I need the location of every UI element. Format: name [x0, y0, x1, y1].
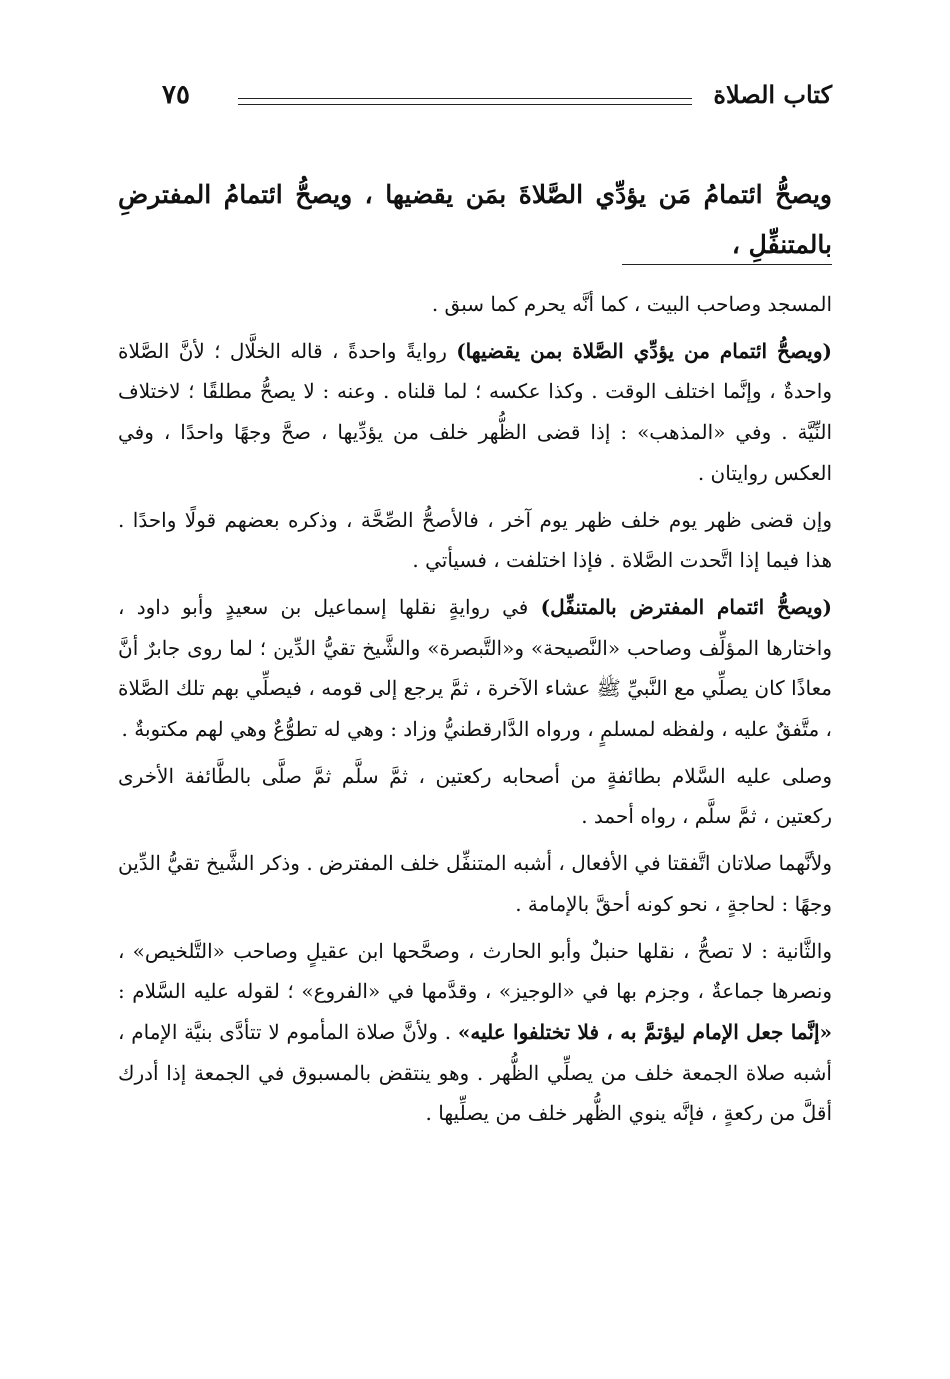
- commentary: [118, 284, 832, 1140]
- commentary-paragraph: [118, 500, 832, 581]
- header-rule: [238, 98, 692, 105]
- paragraph-text: والثَّانية : لا تصحُّ ، نقلها حنبلٌ وأبو الحارث ، وصحَّحها ابن عقيلٍ وصاحب «التَّلخيص» ، ونصرها جماعةٌ ، وجزم بها في «الوجيز» ، وقدَّمها في «الفروع» ؛ لقوله عليه السَّلام :: [118, 938, 832, 1004]
- paragraph-text: وصلى عليه السَّلام بطائفةٍ من أصحابه ركعتين ، ثمَّ سلَّم ثمَّ صلَّى بالطَّائفة الأخرى ركعتين ، ثمَّ سلَّم ، رواه أحمد .: [118, 763, 832, 829]
- paragraph-text: ولأنَّهما صلاتان اتَّفقتا في الأفعال ، أشبه المتنفِّل خلف المفترض . وذكر الشَّيخ تقيُّ الدِّين وجهًا : لحاجةٍ ، نحو كونه أحقَّ بالإمامة .: [118, 851, 832, 916]
- paragraph-text: روايةً واحدةً ، قاله الخلَّال ؛ لأنَّ الصَّلاة واحدةٌ ، وإنَّما اختلف الوقت . وكذا عكسه ؛ لما قلناه . وعنه : لا يصحُّ مطلقًا ؛ لاختلاف النِّيَّة . وفي «المذهب» : إذا قضى الظُّهر خلف من يؤدِّيها ، صحَّ وجهًا واحدًا ، وفي العكس روايتان .: [118, 338, 832, 485]
- page-number: ٧٥: [162, 80, 190, 110]
- paragraph-text: في روايةٍ نقلها إسماعيل بن سعيدٍ وأبو داود ، واختارها المؤلِّف وصاحب «النَّصيحة» و«التَّبصرة» والشَّيخ تقيُّ الدِّين ؛ لما روى جابرٌ أنَّ معاذًا كان يصلِّي مع النَّبيِّ ﷺ عشاء الآخرة ، ثمَّ يرجع إلى قومه ، فيصلِّي بهم تلك الصَّلاة ، متَّفقٌ عليه ، ولفظه لمسلمٍ ، ورواه الدَّارقطنيُّ وزاد : وهي له تطوُّعٌ وهي لهم مكتوبةٌ .: [118, 594, 832, 742]
- running-header: [118, 80, 832, 124]
- paragraph-text-tail: . ولأنَّ صلاة المأموم لا تتأدَّى بنيَّة الإمام ، أشبه صلاة الجمعة خلف من يصلِّي الظُّهر . وهو ينتقض بالمسبوق في الجمعة إذا أدرك أقلَّ من ركعةٍ ، فإنَّه ينوي الظُّهر خلف من يصلِّيها .: [118, 1019, 832, 1126]
- matn-text: ويصحُّ ائتمامُ مَن يؤدِّي الصَّلاةَ بمَن يقضيها ، ويصحُّ ائتمامُ المفترضِ بالمتنفِّلِ ،: [118, 180, 832, 259]
- paragraph-text: وإن قضى ظهر يوم خلف ظهر يوم آخر ، فالأصحُّ الصِّحَّة ، وذكره بعضهم قولًا واحدًا . هذا فيما إذا اتَّحدت الصَّلاة . فإذا اختلفت ، فسيأتي .: [118, 507, 832, 573]
- matn-quote: (ويصحُّ ائتمام من يؤدِّي الصَّلاة بمن يقضيها): [456, 338, 832, 363]
- commentary-paragraph: [118, 331, 832, 494]
- book-title: كتاب الصلاة: [713, 80, 832, 109]
- commentary-paragraph: [118, 843, 832, 924]
- commentary-paragraph: [118, 756, 832, 837]
- matn-separator: [622, 264, 832, 265]
- commentary-paragraph: [118, 931, 832, 1135]
- commentary-paragraph: [118, 284, 832, 325]
- hadith-quote: «إنَّما جعل الإمام ليؤتمَّ به ، فلا تختلفوا عليه»: [457, 1019, 832, 1044]
- paragraph-text: المسجد وصاحب البيت ، كما أنَّه يحرم كما سبق .: [431, 292, 832, 316]
- matn-quote: (ويصحُّ ائتمام المفترض بالمتنفِّل): [540, 594, 832, 619]
- commentary-paragraph: [118, 587, 832, 750]
